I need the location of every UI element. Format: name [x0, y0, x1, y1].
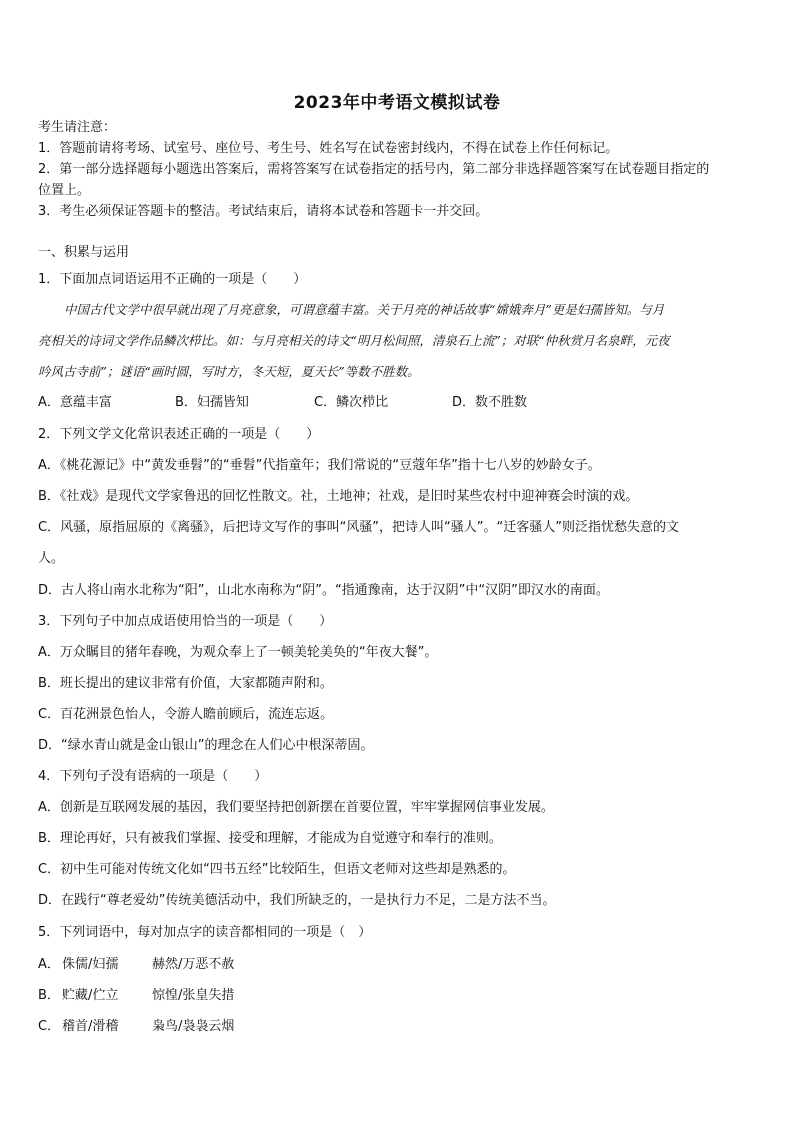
q1-option-a: A．意蕴丰富: [38, 395, 112, 410]
q3-option-line: D．“绿水青山就是金山银山”的理念在人们心中根深蒂固。: [38, 738, 374, 753]
q5-word-pair: 惊惶/张皇失措: [152, 988, 235, 1003]
notice-item: 3．考生必须保证答题卡的整洁。考试结束后，请将本试卷和答题卡一并交回。: [38, 204, 489, 219]
q3-option-line: C．百花洲景色怡人，令游人瞻前顾后，流连忘返。: [38, 707, 334, 722]
question-stem: 1．下面加点词语运用不正确的一项是（ ）: [38, 272, 307, 287]
q2-option-line: D．古人将山南水北称为“阳”，山北水南称为“阴”。“指通豫南，达于汉阴”中“汉阴”即汉水的南面。: [38, 583, 609, 598]
q5-option-row: [38, 987, 762, 1005]
question-stem: 2．下列文学文化常识表述正确的一项是（ ）: [38, 427, 320, 442]
q1-passage-line: 亮相关的诗词文学作品鳞次栉比。如：与月亮相关的诗文“明月松间照，清泉石上流”；对联“仲秋赏月名泉畔，元夜: [38, 333, 670, 348]
q5-word-pair: 贮藏/伫立: [62, 988, 119, 1003]
q2-option-line: C．风骚，原指屈原的《离骚》，后把诗文写作的事叫“风骚”，把诗人叫“骚人”。“迁客骚人”则泛指忧愁失意的文: [38, 520, 679, 535]
q5-word-pair: 侏儒/妇孺: [62, 957, 119, 972]
q2-option-line: B．《社戏》是现代文学家鲁迅的回忆性散文。社，土地神；社戏，是旧时某些农村中迎神赛会时演的戏。: [38, 489, 639, 504]
q2-option-line: A．《桃花源记》中“黄发垂髫”的“垂髫”代指童年；我们常说的“豆蔻年华”指十七八岁的妙龄女子。: [38, 458, 601, 473]
q1-options: [38, 394, 762, 412]
question-stem: 3．下列句子中加点成语使用恰当的一项是（ ）: [38, 614, 333, 629]
q3-option-line: A．万众瞩目的猪年春晚，为观众奉上了一顿美轮美奂的“年夜大餐”。: [38, 645, 438, 660]
q4-option-line: B．理论再好，只有被我们掌握、接受和理解，才能成为自觉遵守和奉行的准则。: [38, 831, 502, 846]
q3-option-line: B．班长提出的建议非常有价值，大家都随声附和。: [38, 676, 333, 691]
q2-option-line: 人。: [38, 551, 65, 566]
q5-word-pair: 稽首/滑稽: [62, 1019, 119, 1034]
section-heading: 一、积累与运用: [38, 245, 130, 260]
q5-option-label: A．: [38, 957, 60, 972]
q5-option-row: [38, 1018, 762, 1036]
notice-heading: 考生请注意：: [38, 120, 117, 135]
q4-option-line: C．初中生可能对传统文化如“四书五经”比较陌生，但语文老师对这些却是熟悉的。: [38, 862, 516, 877]
q1-option-c: C．鳞次栉比: [314, 395, 389, 410]
q5-option-label: C．: [38, 1019, 61, 1034]
q5-option-label: B．: [38, 988, 60, 1003]
question-stem: 4．下列句子没有语病的一项是（ ）: [38, 769, 268, 784]
notice-item: 1．答题前请将考场、试室号、座位号、考生号、姓名写在试卷密封线内，不得在试卷上作任何标记。: [38, 141, 619, 156]
notice-item: 2．第一部分选择题每小题选出答案后，需将答案写在试卷指定的括号内，第二部分非选择题答案写在试卷题目指定的: [38, 162, 710, 177]
page-title: 2023年中考语文模拟试卷: [293, 93, 501, 113]
q4-option-line: D．在践行“尊老爱幼”传统美德活动中，我们所缺乏的，一是执行力不足，二是方法不当。: [38, 893, 556, 908]
q1-passage-line: 中国古代文学中很早就出现了月亮意象，可谓意蕴丰富。关于月亮的神话故事“嫦娥奔月”更是妇孺皆知。与月: [64, 302, 665, 317]
notice-item: 位置上。: [38, 183, 91, 198]
q5-word-pair: 赫然/万恶不赦: [152, 957, 235, 972]
q5-word-pair: 枭鸟/袅袅云烟: [152, 1019, 235, 1034]
q5-option-row: [38, 956, 762, 974]
q1-option-d: D．数不胜数: [452, 395, 528, 410]
q1-passage-line: 吟风古寺前”；谜语“画时圆，写时方，冬天短，夏天长”等数不胜数。: [38, 364, 420, 379]
question-stem: 5．下列词语中，每对加点字的读音都相同的一项是（ ）: [38, 925, 372, 940]
q4-option-line: A．创新是互联网发展的基因，我们要坚持把创新摆在首要位置，牢牢掌握网信事业发展。: [38, 800, 554, 815]
q1-option-b: B．妇孺皆知: [175, 395, 249, 410]
